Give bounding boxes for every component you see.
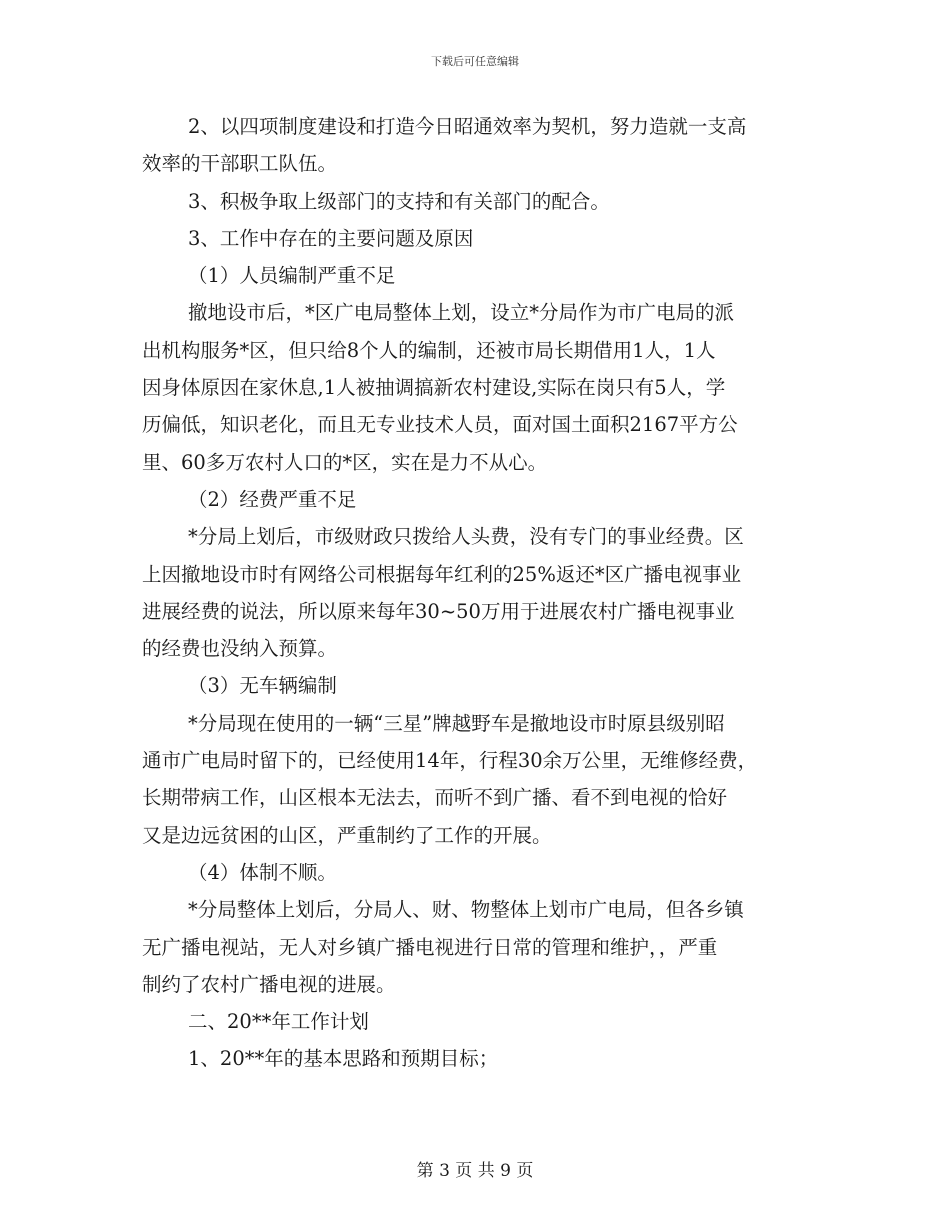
text-line: 因身体原因在家休息,1人被抽调搞新农村建设,实际在岗只有5人，学 [142, 376, 726, 400]
text-line: 的经费也没纳入预算。 [142, 637, 338, 661]
text-line: 3、工作中存在的主要问题及原因 [188, 226, 474, 250]
text-line: 2、以四项制度建设和打造今日昭通效率为契机，努力造就一支高 [188, 115, 747, 138]
text-line: 1、20**年的基本思路和预期目标； [188, 1047, 499, 1071]
text-line: 无广播电视站，无人对乡镇广播电视进行日常的管理和维护，，严重 [142, 935, 718, 959]
text-line: 又是边远贫困的山区，严重制约了工作的开展。 [142, 823, 552, 847]
text-line: （3）无车辆编制 [188, 674, 337, 698]
text-line: 出机构服务*区，但只给8个人的编制，还被市局长期借用1人，1人 [142, 338, 716, 362]
text-line: （1）人员编制严重不足 [188, 264, 396, 288]
text-line: （2）经费严重不足 [188, 487, 357, 511]
text-line: *分局上划后，市级财政只拨给人头费，没有专门的事业经费。区 [188, 525, 744, 549]
page-header: 下载后可任意编辑 [431, 55, 519, 68]
page-number-footer: 第 3 页 共 9 页 [416, 1161, 534, 1181]
text-line: 效率的干部职工队伍。 [142, 152, 338, 176]
text-line: 通市广电局时留下的，已经使用14年，行程30余万公里，无维修经费， [142, 749, 758, 773]
text-line: 制约了农村广播电视的进展。 [142, 972, 396, 996]
text-line: 长期带病工作，山区根本无法去，而听不到广播、看不到电视的恰好 [142, 786, 728, 810]
text-line: 3、积极争取上级部门的支持和有关部门的配合。 [188, 189, 610, 213]
text-line: *分局整体上划后，分局人、财、物整体上划市广电局，但各乡镇 [188, 898, 744, 922]
text-line: 里、60多万农村人口的*区，实在是力不从心。 [142, 450, 548, 474]
document-body [142, 108, 822, 1078]
text-line: 历偏低，知识老化，而且无专业技术人员，面对国土面积2167平方公 [142, 413, 738, 437]
text-line: （4）体制不顺。 [188, 860, 337, 884]
text-line: *分局现在使用的一辆“三星”牌越野车是撤地设市时原县级别昭 [188, 711, 725, 735]
text-line: 撤地设市后，*区广电局整体上划，设立*分局作为市广电局的派 [188, 301, 735, 325]
text-line: 二、20**年工作计划 [188, 1010, 369, 1034]
text-line: 进展经费的说法，所以原来每年30~50万用于进展农村广播电视事业 [142, 599, 735, 623]
text-line: 上因撤地设市时有网络公司根据每年红利的25%返还*区广播电视事业 [142, 562, 742, 586]
